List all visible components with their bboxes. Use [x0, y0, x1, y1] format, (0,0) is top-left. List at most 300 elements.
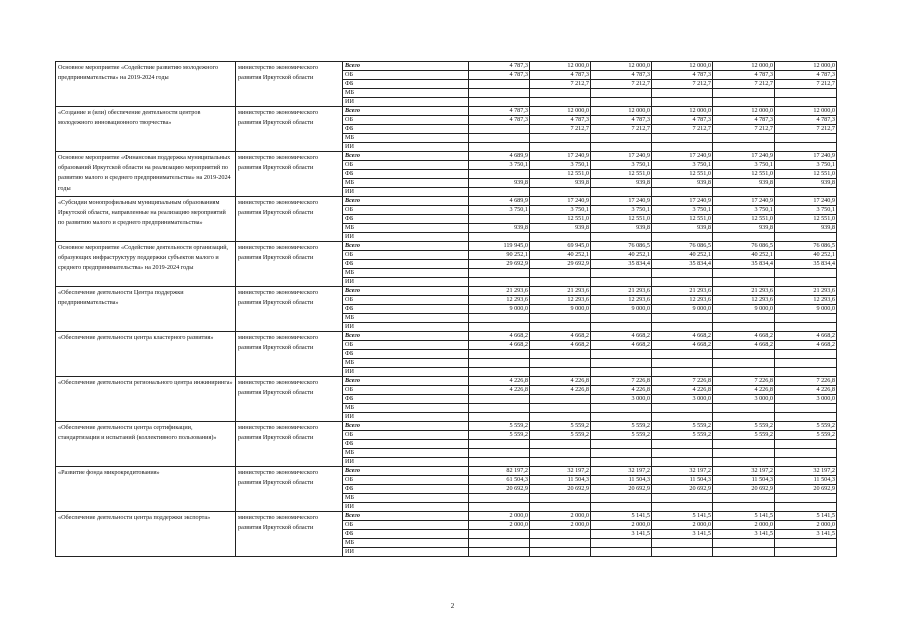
amount-cell — [775, 359, 837, 368]
amount-cell — [530, 548, 591, 557]
table-row — [56, 242, 837, 251]
amount-cell — [530, 359, 591, 368]
amount-cell: 5 559,2 — [469, 422, 530, 431]
amount-cell — [591, 539, 652, 548]
amount-cell: 939,8 — [591, 179, 652, 188]
amount-cell: 4 226,8 — [652, 386, 713, 395]
amount-cell: 12 293,6 — [530, 296, 591, 305]
amount-cell: 35 834,4 — [713, 260, 775, 269]
funding-source: Всего — [343, 467, 469, 476]
amount-cell — [591, 440, 652, 449]
funding-source: ОБ — [343, 116, 469, 125]
amount-cell: 5 559,2 — [713, 431, 775, 440]
table-row — [56, 287, 837, 296]
funding-source: ИИ — [343, 188, 469, 197]
amount-cell: 119 945,0 — [469, 242, 530, 251]
amount-cell — [591, 143, 652, 152]
amount-cell: 12 551,0 — [713, 215, 775, 224]
amount-cell — [775, 278, 837, 287]
amount-cell: 7 212,7 — [591, 80, 652, 89]
amount-cell — [652, 269, 713, 278]
funding-source: МБ — [343, 494, 469, 503]
amount-cell: 12 000,0 — [775, 62, 837, 71]
amount-cell — [652, 323, 713, 332]
table-row — [56, 332, 837, 341]
funding-source: ИИ — [343, 98, 469, 107]
amount-cell: 4 226,8 — [469, 377, 530, 386]
amount-cell: 12 000,0 — [775, 107, 837, 116]
amount-cell: 21 293,6 — [652, 287, 713, 296]
amount-cell: 12 293,6 — [713, 296, 775, 305]
amount-cell: 4 668,2 — [530, 332, 591, 341]
amount-cell: 20 692,9 — [530, 485, 591, 494]
responsible-executor: министерство экономического развития Иркутской области — [236, 512, 343, 557]
amount-cell: 7 226,8 — [775, 377, 837, 386]
amount-cell: 40 252,1 — [591, 251, 652, 260]
amount-cell: 5 141,5 — [713, 512, 775, 521]
funding-source: ФБ — [343, 125, 469, 134]
amount-cell: 12 000,0 — [652, 62, 713, 71]
funding-source: МБ — [343, 134, 469, 143]
amount-cell: 69 945,0 — [530, 242, 591, 251]
amount-cell — [713, 134, 775, 143]
amount-cell: 20 692,9 — [775, 485, 837, 494]
amount-cell — [652, 359, 713, 368]
funding-source: Всего — [343, 422, 469, 431]
amount-cell: 12 551,0 — [591, 170, 652, 179]
amount-cell — [591, 449, 652, 458]
amount-cell: 12 000,0 — [652, 107, 713, 116]
amount-cell: 40 252,1 — [652, 251, 713, 260]
amount-cell: 939,8 — [713, 179, 775, 188]
amount-cell: 12 000,0 — [530, 62, 591, 71]
amount-cell — [591, 458, 652, 467]
funding-source: ОБ — [343, 476, 469, 485]
amount-cell: 7 212,7 — [530, 80, 591, 89]
funding-source: ОБ — [343, 341, 469, 350]
amount-cell: 17 240,9 — [652, 152, 713, 161]
amount-cell: 7 226,8 — [591, 377, 652, 386]
amount-cell: 4 226,8 — [469, 386, 530, 395]
amount-cell: 32 197,2 — [591, 467, 652, 476]
amount-cell: 9 000,0 — [775, 305, 837, 314]
funding-source: МБ — [343, 404, 469, 413]
amount-cell: 3 750,1 — [591, 161, 652, 170]
amount-cell: 5 559,2 — [530, 431, 591, 440]
amount-cell: 90 252,1 — [469, 251, 530, 260]
amount-cell: 3 000,0 — [591, 395, 652, 404]
amount-cell — [469, 404, 530, 413]
amount-cell: 7 212,7 — [652, 125, 713, 134]
amount-cell — [530, 134, 591, 143]
amount-cell: 2 000,0 — [775, 521, 837, 530]
amount-cell: 7 212,7 — [775, 80, 837, 89]
amount-cell: 7 212,7 — [713, 80, 775, 89]
amount-cell: 12 293,6 — [775, 296, 837, 305]
amount-cell — [530, 269, 591, 278]
amount-cell: 4 787,3 — [469, 107, 530, 116]
amount-cell — [469, 188, 530, 197]
amount-cell — [713, 503, 775, 512]
amount-cell: 11 504,3 — [591, 476, 652, 485]
amount-cell — [775, 494, 837, 503]
amount-cell: 3 750,1 — [713, 206, 775, 215]
funding-source: ИИ — [343, 413, 469, 422]
amount-cell — [591, 404, 652, 413]
amount-cell: 2 000,0 — [652, 521, 713, 530]
funding-source: МБ — [343, 224, 469, 233]
amount-cell: 12 293,6 — [469, 296, 530, 305]
amount-cell — [469, 98, 530, 107]
amount-cell: 7 212,7 — [713, 125, 775, 134]
amount-cell: 4 787,3 — [591, 116, 652, 125]
table-row — [56, 107, 837, 116]
amount-cell: 12 551,0 — [775, 170, 837, 179]
amount-cell — [469, 413, 530, 422]
amount-cell: 17 240,9 — [775, 197, 837, 206]
amount-cell — [652, 188, 713, 197]
amount-cell: 4 226,8 — [530, 377, 591, 386]
amount-cell: 12 551,0 — [652, 170, 713, 179]
amount-cell: 40 252,1 — [775, 251, 837, 260]
funding-source: ФБ — [343, 395, 469, 404]
amount-cell — [713, 440, 775, 449]
amount-cell: 3 141,5 — [591, 530, 652, 539]
amount-cell — [591, 269, 652, 278]
amount-cell: 4 226,8 — [775, 386, 837, 395]
amount-cell — [469, 530, 530, 539]
amount-cell: 82 197,2 — [469, 467, 530, 476]
amount-cell: 4 787,3 — [469, 71, 530, 80]
amount-cell: 17 240,9 — [775, 152, 837, 161]
amount-cell: 3 750,1 — [775, 206, 837, 215]
amount-cell: 4 668,2 — [591, 341, 652, 350]
amount-cell: 20 692,9 — [713, 485, 775, 494]
funding-source: МБ — [343, 359, 469, 368]
amount-cell — [530, 413, 591, 422]
amount-cell — [591, 359, 652, 368]
funding-source: Всего — [343, 62, 469, 71]
funding-source: Всего — [343, 332, 469, 341]
amount-cell — [713, 89, 775, 98]
amount-cell — [530, 143, 591, 152]
amount-cell: 17 240,9 — [652, 197, 713, 206]
amount-cell — [713, 314, 775, 323]
amount-cell — [530, 404, 591, 413]
funding-source: ОБ — [343, 251, 469, 260]
amount-cell — [469, 134, 530, 143]
amount-cell: 11 504,3 — [713, 476, 775, 485]
amount-cell: 939,8 — [530, 179, 591, 188]
amount-cell — [591, 494, 652, 503]
amount-cell: 29 692,9 — [530, 260, 591, 269]
funding-source: МБ — [343, 449, 469, 458]
amount-cell: 32 197,2 — [713, 467, 775, 476]
amount-cell — [652, 278, 713, 287]
funding-source: ФБ — [343, 350, 469, 359]
amount-cell — [591, 350, 652, 359]
amount-cell — [591, 89, 652, 98]
amount-cell: 40 252,1 — [713, 251, 775, 260]
amount-cell — [530, 89, 591, 98]
funding-source: МБ — [343, 179, 469, 188]
amount-cell — [775, 89, 837, 98]
amount-cell — [591, 548, 652, 557]
amount-cell — [775, 548, 837, 557]
amount-cell: 9 000,0 — [591, 305, 652, 314]
amount-cell — [652, 494, 713, 503]
amount-cell — [775, 269, 837, 278]
funding-source: ИИ — [343, 143, 469, 152]
amount-cell: 17 240,9 — [530, 152, 591, 161]
amount-cell: 5 559,2 — [652, 431, 713, 440]
amount-cell — [591, 503, 652, 512]
amount-cell: 3 750,1 — [469, 206, 530, 215]
amount-cell: 17 240,9 — [591, 197, 652, 206]
funding-source: ОБ — [343, 71, 469, 80]
amount-cell — [775, 143, 837, 152]
amount-cell: 7 226,8 — [713, 377, 775, 386]
amount-cell — [652, 449, 713, 458]
page-number: 2 — [450, 602, 455, 610]
responsible-executor: министерство экономического развития Иркутской области — [236, 107, 343, 152]
amount-cell — [775, 188, 837, 197]
amount-cell: 939,8 — [775, 179, 837, 188]
responsible-executor: министерство экономического развития Иркутской области — [236, 377, 343, 422]
amount-cell: 3 000,0 — [775, 395, 837, 404]
amount-cell — [713, 350, 775, 359]
amount-cell: 4 787,3 — [530, 116, 591, 125]
amount-cell: 61 504,3 — [469, 476, 530, 485]
amount-cell — [713, 278, 775, 287]
amount-cell: 5 559,2 — [591, 422, 652, 431]
amount-cell — [775, 413, 837, 422]
amount-cell — [775, 458, 837, 467]
measure-name: «Обеспечение деятельности Центра поддержки предпринимательства» — [56, 287, 236, 332]
amount-cell — [713, 233, 775, 242]
amount-cell: 5 559,2 — [775, 431, 837, 440]
funding-source: МБ — [343, 269, 469, 278]
amount-cell — [530, 350, 591, 359]
amount-cell — [591, 413, 652, 422]
responsible-executor: министерство экономического развития Иркутской области — [236, 242, 343, 287]
amount-cell — [469, 314, 530, 323]
amount-cell: 3 750,1 — [713, 161, 775, 170]
funding-source: Всего — [343, 242, 469, 251]
amount-cell: 4 787,3 — [775, 116, 837, 125]
amount-cell: 12 000,0 — [713, 62, 775, 71]
amount-cell — [469, 170, 530, 179]
amount-cell: 20 692,9 — [591, 485, 652, 494]
measure-name: Основное мероприятие «Финансовая поддержка муниципальных образований Иркутской области на реализацию мероприятий по развитию малого и среднего предпринимательства» на 2019-2024 годы — [56, 152, 236, 197]
amount-cell: 9 000,0 — [469, 305, 530, 314]
amount-cell: 939,8 — [713, 224, 775, 233]
amount-cell: 5 559,2 — [652, 422, 713, 431]
amount-cell: 12 551,0 — [713, 170, 775, 179]
amount-cell — [469, 368, 530, 377]
amount-cell: 939,8 — [652, 179, 713, 188]
funding-source: ФБ — [343, 215, 469, 224]
amount-cell — [530, 539, 591, 548]
amount-cell — [469, 395, 530, 404]
funding-source: ФБ — [343, 305, 469, 314]
funding-source: ИИ — [343, 548, 469, 557]
funding-source: ОБ — [343, 521, 469, 530]
measure-name: Основное мероприятие «Содействие деятельности организаций, образующих инфраструктуру поддержки субъектов малого и среднего предпринимательства» на 2019-2024 годы — [56, 242, 236, 287]
amount-cell — [469, 80, 530, 89]
amount-cell — [530, 233, 591, 242]
amount-cell: 939,8 — [530, 224, 591, 233]
amount-cell — [713, 359, 775, 368]
funding-source: ОБ — [343, 161, 469, 170]
responsible-executor: министерство экономического развития Иркутской области — [236, 62, 343, 107]
amount-cell: 12 551,0 — [530, 170, 591, 179]
amount-cell — [652, 233, 713, 242]
amount-cell — [530, 440, 591, 449]
amount-cell — [591, 233, 652, 242]
amount-cell: 4 226,8 — [591, 386, 652, 395]
amount-cell: 21 293,6 — [775, 287, 837, 296]
amount-cell — [775, 98, 837, 107]
funding-source: Всего — [343, 197, 469, 206]
amount-cell: 5 559,2 — [775, 422, 837, 431]
amount-cell: 12 293,6 — [591, 296, 652, 305]
amount-cell — [530, 395, 591, 404]
amount-cell: 76 086,5 — [652, 242, 713, 251]
amount-cell — [652, 503, 713, 512]
funding-source: ОБ — [343, 206, 469, 215]
funding-source: Всего — [343, 377, 469, 386]
amount-cell: 7 212,7 — [775, 125, 837, 134]
amount-cell: 32 197,2 — [652, 467, 713, 476]
amount-cell: 7 212,7 — [530, 125, 591, 134]
amount-cell: 4 668,2 — [530, 341, 591, 350]
amount-cell — [530, 278, 591, 287]
amount-cell — [591, 134, 652, 143]
amount-cell — [775, 233, 837, 242]
amount-cell: 4 787,3 — [652, 116, 713, 125]
amount-cell: 21 293,6 — [469, 287, 530, 296]
funding-source: МБ — [343, 89, 469, 98]
amount-cell: 20 692,9 — [652, 485, 713, 494]
amount-cell — [469, 503, 530, 512]
funding-source: ФБ — [343, 80, 469, 89]
amount-cell: 939,8 — [652, 224, 713, 233]
amount-cell: 2 000,0 — [530, 512, 591, 521]
amount-cell — [775, 404, 837, 413]
amount-cell — [652, 440, 713, 449]
amount-cell: 4 689,9 — [469, 197, 530, 206]
measure-name: «Обеспечение деятельности центра поддержки экспорта» — [56, 512, 236, 557]
amount-cell: 21 293,6 — [591, 287, 652, 296]
funding-source: ИИ — [343, 278, 469, 287]
amount-cell — [469, 539, 530, 548]
amount-cell — [469, 440, 530, 449]
funding-source: Всего — [343, 152, 469, 161]
amount-cell: 12 000,0 — [530, 107, 591, 116]
amount-cell — [713, 323, 775, 332]
amount-cell: 17 240,9 — [713, 197, 775, 206]
amount-cell: 5 559,2 — [469, 431, 530, 440]
amount-cell: 4 787,3 — [713, 71, 775, 80]
measure-name: «Обеспечение деятельности центра сертификации, стандартизации и испытаний (коллективного пользования)» — [56, 422, 236, 467]
amount-cell: 3 750,1 — [652, 161, 713, 170]
amount-cell — [713, 413, 775, 422]
table-row — [56, 467, 837, 476]
amount-cell: 4 226,8 — [530, 386, 591, 395]
amount-cell: 35 834,4 — [775, 260, 837, 269]
amount-cell: 32 197,2 — [530, 467, 591, 476]
amount-cell — [530, 314, 591, 323]
amount-cell: 2 000,0 — [469, 521, 530, 530]
amount-cell — [469, 269, 530, 278]
amount-cell — [652, 404, 713, 413]
amount-cell: 12 000,0 — [591, 107, 652, 116]
amount-cell: 3 750,1 — [530, 161, 591, 170]
amount-cell — [775, 449, 837, 458]
amount-cell: 12 551,0 — [591, 215, 652, 224]
amount-cell — [652, 539, 713, 548]
amount-cell: 9 000,0 — [530, 305, 591, 314]
amount-cell — [469, 494, 530, 503]
funding-source: ФБ — [343, 260, 469, 269]
amount-cell: 3 141,5 — [713, 530, 775, 539]
amount-cell: 35 834,4 — [591, 260, 652, 269]
amount-cell: 4 787,3 — [469, 62, 530, 71]
amount-cell — [713, 548, 775, 557]
responsible-executor: министерство экономического развития Иркутской области — [236, 332, 343, 377]
amount-cell — [713, 458, 775, 467]
amount-cell — [652, 548, 713, 557]
amount-cell: 4 689,9 — [469, 152, 530, 161]
amount-cell — [530, 98, 591, 107]
amount-cell: 20 692,9 — [469, 485, 530, 494]
measure-name: «Обеспечение деятельности регионального центра инжиниринга» — [56, 377, 236, 422]
amount-cell — [469, 125, 530, 134]
funding-source: ОБ — [343, 386, 469, 395]
amount-cell — [591, 278, 652, 287]
amount-cell — [652, 413, 713, 422]
amount-cell: 3 141,5 — [775, 530, 837, 539]
amount-cell — [652, 458, 713, 467]
amount-cell — [530, 503, 591, 512]
measure-name: «Обеспечение деятельности центра кластерного развития» — [56, 332, 236, 377]
amount-cell — [591, 314, 652, 323]
amount-cell: 4 787,3 — [530, 71, 591, 80]
amount-cell: 939,8 — [469, 224, 530, 233]
amount-cell — [530, 458, 591, 467]
amount-cell — [652, 368, 713, 377]
table-body — [56, 62, 837, 557]
amount-cell: 17 240,9 — [591, 152, 652, 161]
amount-cell — [775, 350, 837, 359]
amount-cell — [469, 458, 530, 467]
funding-source: ОБ — [343, 296, 469, 305]
amount-cell — [713, 188, 775, 197]
amount-cell: 4 787,3 — [775, 71, 837, 80]
amount-cell: 4 668,2 — [775, 341, 837, 350]
amount-cell: 9 000,0 — [652, 305, 713, 314]
amount-cell: 21 293,6 — [713, 287, 775, 296]
amount-cell — [469, 278, 530, 287]
amount-cell: 3 750,1 — [652, 206, 713, 215]
amount-cell: 11 504,3 — [775, 476, 837, 485]
amount-cell: 2 000,0 — [713, 521, 775, 530]
amount-cell: 35 834,4 — [652, 260, 713, 269]
funding-source: ИИ — [343, 233, 469, 242]
amount-cell: 40 252,1 — [530, 251, 591, 260]
amount-cell: 9 000,0 — [713, 305, 775, 314]
